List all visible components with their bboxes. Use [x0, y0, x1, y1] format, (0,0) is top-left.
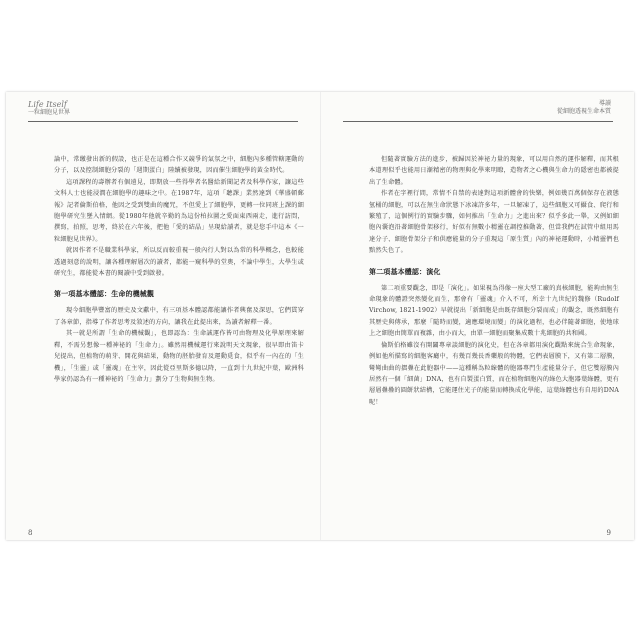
page-number: 8	[28, 529, 33, 537]
running-head	[28, 100, 128, 117]
paragraph: 這項課程的壽辦者有個遠見，即期放一些得學者名醫給新聞記者及科學作家，讓這些文科人士也能浸潤在細胞學的趣味之中。在1987年，這項「聽課」業然達到《華盛頓郵報》記者倫斯伯格，他因之受到雙曲的魔咒，不但愛上了細胞學，更轉一位同班上課的細胞學研究生墜入情網。從1980年他就辛勤的為這份柏拉圖之愛面東西兩走，進行訪問，撰寫，拍照，思考，終於在六年後，把他「愛的結晶」呈現給讀者，就是您手中這本《一粒細胞見世界》。	[54, 178, 304, 243]
section-heading: 第二項基本體認：演化	[369, 266, 441, 276]
paragraph: 現今細胞學豐富的歷史及文獻中，有三項基本體認都能讓作者興奮及深思，它們貫穿了各章節，指導了作者思考及敘述的方向，讓我在此提出來，為讀者解釋一番。	[54, 307, 304, 326]
running-head-chapter: 從細胞透視生命本質	[556, 108, 611, 115]
paragraph: 就因作者不是職業科學家，所以反而較重視一般內行人對以為常的科學概念，也較能透過刻意的說明，讓各種理解層次的讀者，都能一窺科學的堂奧，不論中學生，大學生或研究生，都能從本書的閱讀中受到啟發。	[54, 247, 304, 278]
paragraph: 但隨著實驗方法的進步，被歸因於神祕力量的現象，可以用自然的運作解釋，而其根本道理似乎也能用日漸精密的物理與化學來明瞭，造物者之心機與生命力的隱密也都被提出了生命體。	[369, 156, 619, 186]
paragraph: 論中，常繳發出新的假設，也正是在這種合作又競爭的氣氛之中，細胞內多種管轄運動的分子，以及控制細胞分裂的「週期蛋白」陸續被發現，因而催生細胞學的黃金時代。	[54, 156, 304, 175]
section-heading: 第一項基本體認：生命的機械觀	[54, 289, 155, 299]
running-head-title-zh: 一粒細胞見世界	[28, 109, 71, 116]
page-number: 9	[606, 529, 611, 537]
paragraph: 其一就是所謂「生命的機械觀」，也即認為：生命誠運作皆可由物理及化學原理來解釋，不需另想像一種神祕的「生命力」。雖然用機械運行來說明天文現象，很早即由笛卡兒提出，但植物的萌芽、開花與結果，動物的胚胎發育及運動覓食，似乎有一內在的「生機」，「生靈」或「靈魂」在主宰，因此從亞里斯多德以降，一直到十九世紀中葉，歐洲科學家仍認為有一種神祕的「生命力」劃分了生物與無生物。	[54, 330, 304, 383]
header-rule	[343, 121, 613, 122]
running-head-section: 導讀	[598, 100, 611, 107]
paragraph: 作者在字裡行間，常情不自禁的表達對這項新體會的快樂，例如幾百萬個保存在液態氫桶的細胞，可以在無生命狀態下冰凍許多年，一旦解凍了，這些細胞又可攝食、爬行和繁殖了，這個例行的實驗步驟，如何推出「生命力」之進出來？似乎多此一舉，又例如細胞內囊泡沿著細胞骨架移行，好似有無數小精靈在調控推動著，但當我們在試管中組用馬達分子、細胞骨架分子和供應能量的分子重現這「原生質」內的神祕運動時，小精靈們也黯然失色了。	[369, 190, 619, 255]
running-head	[557, 100, 611, 116]
right-body-text	[369, 154, 619, 408]
right-page	[321, 92, 635, 540]
paragraph: 第二項重要觀念，即是「演化」。如果視為得像一座大型工廠的真核細胞，能夠由無生命現象的體證突然變化而生，那會有「靈魂」介入不可，所幸十九世紀的魏修（Rudolf Virchow, 1821-1902）早就提出「新細胞是由既存細胞分裂而成」的觀念，既然細胞有其歷史與傳承，那麼「隨時而變，適應環境而變」的演化過程，也必伴隨著細胞，使地球上之細胞由簡單而複雜，由小而大，由單一細胞而聚集成數十兆細胞的共和國。	[369, 284, 619, 338]
left-page	[6, 92, 320, 540]
left-body-text	[54, 154, 304, 385]
book-spread	[6, 92, 634, 540]
paragraph: 倫斯伯格雖沒有開闢專章談細胞的演化史，但在各章都用演化觀點來統合生命現象，例如他所描寫的細胞客廳中，有幾百幾長香藥般的物體，它們表層膜下，又有第二層膜，彎彎曲曲的摺疊在此胞器中——這種稱為粒線體的胞器專門生產能量分子，但它雙層膜內居然有一個「細菌」DNA，也有自製蛋白質，而在植物細胞內的綠色大胞器葉綠體，更有層層疊疊的圓餅狀結構，它能運住光子的能量而轉換成化學能，這葉綠體也有自用的DNA 呢！	[369, 341, 619, 406]
running-head-title-en: Life Itself	[28, 100, 67, 109]
header-rule	[28, 121, 298, 122]
